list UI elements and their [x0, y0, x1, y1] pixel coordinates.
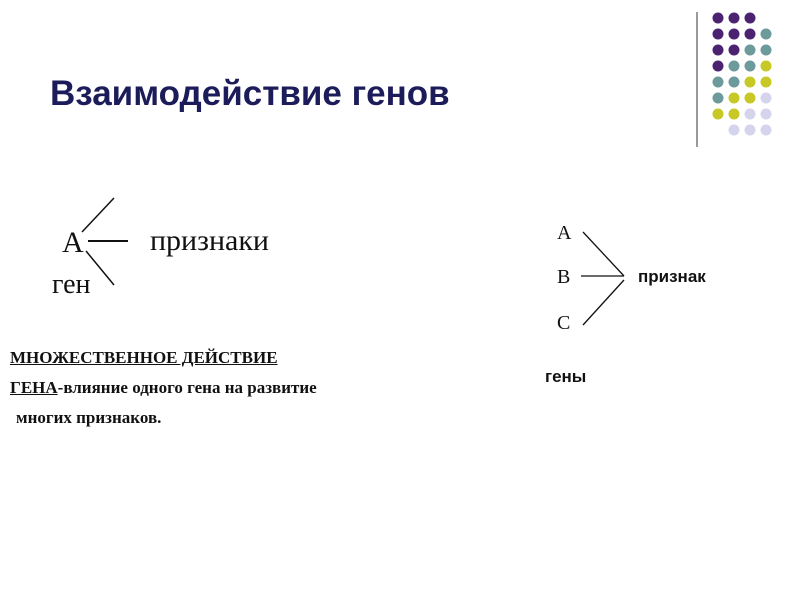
definition-line-3: многих признаков. [16, 408, 162, 427]
definition-term-gene: ГЕНА [10, 378, 58, 397]
gene-letter: A [62, 226, 84, 259]
connector-line [583, 280, 624, 325]
definition-text: -влияние одного гена на развитие [57, 378, 317, 397]
gene-a-label: A [557, 222, 572, 244]
definition-line-1 [10, 343, 317, 373]
definition-line-2 [10, 373, 317, 403]
connector-line [82, 198, 114, 232]
slide-title: Взаимодействие генов [50, 74, 450, 113]
genes-caption: гены [545, 367, 587, 386]
gene-caption: ген [52, 269, 91, 300]
definition-term: МНОЖЕСТВЕННОЕ ДЕЙСТВИЕ [10, 348, 278, 367]
gene-c-label: C [557, 312, 571, 334]
trait-label: признак [638, 267, 706, 286]
connector-line [583, 232, 624, 276]
traits-label: признаки [150, 224, 269, 257]
definition-block [10, 343, 317, 433]
gene-b-label: B [557, 266, 571, 288]
